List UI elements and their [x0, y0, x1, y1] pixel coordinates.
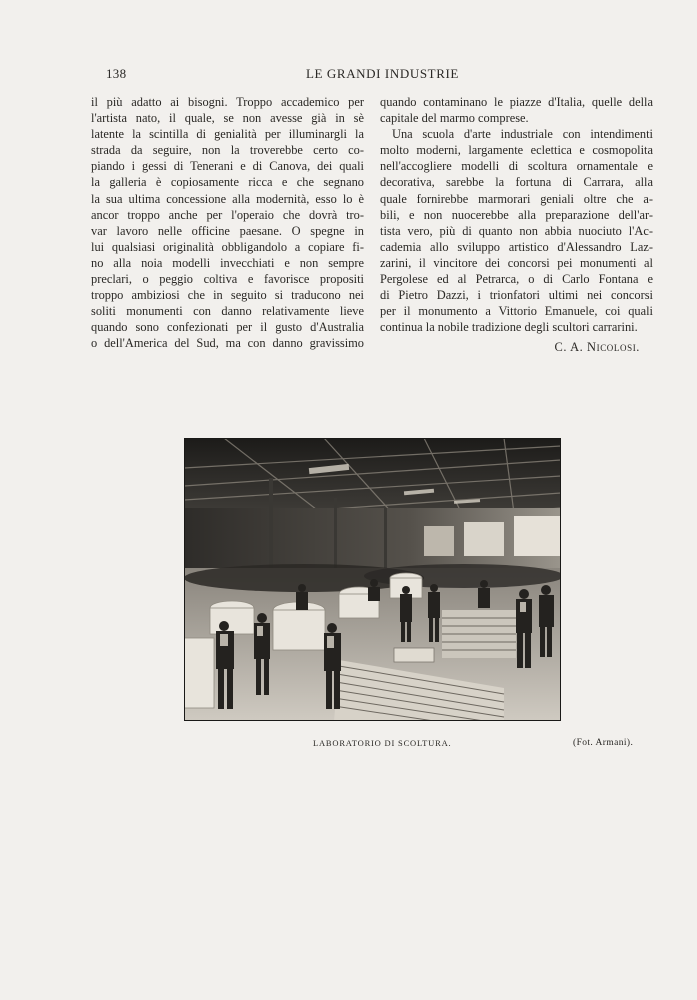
text-line: nell'accogliere modelli di scoltura ornamentale e: [380, 159, 653, 174]
text-line: quando sono confezionati per il gusto d'Australia: [91, 320, 364, 335]
text-line: strada da seguire, non la troverebbe certo co-: [91, 143, 364, 158]
text-line: var lavoro nelle officine paesane. O spegne in: [91, 223, 364, 238]
text-line: piando i gessi di Tenerani e di Canova, dei quali: [91, 159, 364, 174]
page-number: 138: [106, 66, 127, 81]
text-line: no alla noia modelli invecchiati e non sempre: [91, 255, 364, 270]
text-line: per il monumento a Vittorio Emanuele, coi quali: [380, 304, 653, 319]
right-text-column: [380, 94, 653, 335]
text-line: la galleria è copiosamente ricca e che segnano: [91, 175, 364, 190]
author-initials: C. A.: [554, 340, 584, 354]
text-line: il più adatto ai bisogni. Troppo accademico per: [91, 95, 364, 109]
text-line: o dell'America del Sud, ma con danno gravissimo: [91, 336, 364, 351]
author-surname: Nicolosi.: [587, 340, 640, 354]
running-title: LE GRANDI INDUSTRIE: [306, 66, 459, 81]
text-line: lui qualsiasi originalità obbligandolo a copiare fi-: [91, 239, 364, 254]
text-line: quando contaminano le piazze d'Italia, quelle della: [380, 95, 653, 109]
text-line: quale fornirebbe marmorari geniali oltre che a-: [380, 191, 653, 206]
text-line: preclari, o peggio coltiva e favorisce propositi: [91, 272, 364, 287]
text-line: latente la scintilla di genialità per illuminargli la: [91, 127, 364, 142]
text-line: soliti monumenti con danno relativamente lieve: [91, 304, 364, 319]
author-signature: [555, 340, 640, 355]
sculpture-workshop-image: [184, 438, 561, 721]
text-line: Pergolese ed al Petrarca, o di Carlo Fontana e: [380, 272, 653, 287]
text-line: zarini, il vincitore dei concorsi pei monumenti al: [380, 255, 653, 270]
text-line: di Pietro Dazzi, i trionfatori ultimi nei concorsi: [380, 288, 653, 303]
text-line: molto moderni, largamente eclettica e cosmopolita: [380, 143, 653, 158]
text-line: cademia allo sviluppo artistico d'Alessandro Laz-: [380, 239, 653, 254]
text-line: troppo ambiziosi che in seguito si traducono nei: [91, 288, 364, 303]
text-line: ancor troppo anche per l'operaio che dovrà tro-: [91, 207, 364, 222]
text-line: decorativa, sarebbe la fortuna di Carrara, alla: [380, 175, 653, 190]
figure-caption: LABORATORIO DI SCOLTURA.: [313, 738, 452, 748]
text-line: continua la nobile tradizione degli scultori carrarini.: [380, 320, 638, 335]
text-line: tista vero, più di quanto non abbia nuociuto l'Ac-: [380, 223, 653, 238]
text-line: Una scuola d'arte industriale con intendimenti: [392, 127, 653, 142]
text-line: la sua ultima concessione alla modernità, esso lo è: [91, 191, 364, 206]
running-header: [106, 66, 652, 84]
left-text-column: [91, 94, 364, 352]
text-line: capitale del marmo comprese.: [380, 111, 529, 126]
photo-credit: (Fot. Armani).: [573, 738, 634, 748]
text-line: bili, e non nuocerebbe alla preparazione dell'ar-: [380, 207, 653, 222]
workshop-photograph: [184, 438, 561, 721]
text-line: l'artista nato, il quale, se non avesse già in sè: [91, 111, 364, 126]
column-drum-right: [442, 610, 516, 658]
